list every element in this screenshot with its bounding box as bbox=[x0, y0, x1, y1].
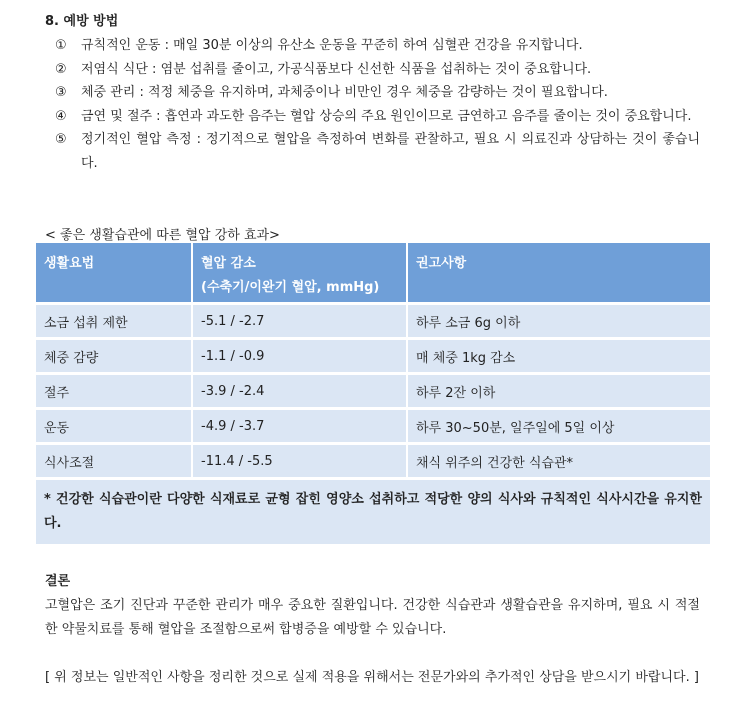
list-item bbox=[55, 34, 700, 58]
cell-therapy: 운동 bbox=[36, 410, 193, 445]
cell-therapy: 소금 섭취 제한 bbox=[36, 305, 193, 340]
header-reduction-line1: 혈압 감소 bbox=[201, 256, 256, 271]
prevention-list bbox=[55, 34, 700, 175]
table-header-row bbox=[36, 243, 710, 305]
table-caption: < 좋은 생활습관에 따른 혈압 강하 효과> bbox=[45, 228, 280, 243]
cell-reduction: -4.9 / -3.7 bbox=[193, 410, 408, 445]
table-row bbox=[36, 340, 710, 375]
cell-recommendation: 하루 2잔 이하 bbox=[408, 375, 710, 410]
table-row bbox=[36, 445, 710, 480]
cell-reduction: -5.1 / -2.7 bbox=[193, 305, 408, 340]
cell-recommendation: 채식 위주의 건강한 식습관* bbox=[408, 445, 710, 480]
cell-recommendation: 하루 소금 6g 이하 bbox=[408, 305, 710, 340]
item-number: ② bbox=[55, 61, 67, 77]
item-number: ⑤ bbox=[55, 132, 67, 147]
cell-recommendation: 하루 30~50분, 일주일에 5일 이상 bbox=[408, 410, 710, 445]
conclusion-title: 결론 bbox=[45, 574, 71, 589]
table-footnote-row bbox=[36, 480, 710, 544]
table-row bbox=[36, 305, 710, 340]
cell-reduction: -11.4 / -5.5 bbox=[193, 445, 408, 480]
header-recommendation: 권고사항 bbox=[408, 243, 710, 305]
item-number: ④ bbox=[55, 108, 67, 124]
item-text: 규칙적인 운동 : 매일 30분 이상의 유산소 운동을 꾸준히 하여 심혈관 건강을 유지합니다. bbox=[81, 38, 583, 53]
bp-effects-table bbox=[36, 243, 710, 544]
section-title: 8. 예방 방법 bbox=[45, 14, 119, 29]
item-text: 체중 관리 : 적정 체중을 유지하며, 과체중이나 비만인 경우 체중을 감량하는 것이 필요합니다. bbox=[81, 85, 608, 100]
table-row bbox=[36, 410, 710, 445]
cell-recommendation: 매 체중 1kg 감소 bbox=[408, 340, 710, 375]
header-reduction bbox=[193, 243, 408, 305]
list-item bbox=[55, 128, 700, 175]
cell-therapy: 절주 bbox=[36, 375, 193, 410]
header-reduction-line2: (수축기/이완기 혈압, mmHg) bbox=[201, 280, 380, 295]
list-item bbox=[55, 105, 700, 129]
cell-therapy: 체중 감량 bbox=[36, 340, 193, 375]
disclaimer-text: [ 위 정보는 일반적인 사항을 정리한 것으로 실제 적용을 위해서는 전문가와의 추가적인 상담을 받으시기 바랍니다. ] bbox=[45, 670, 699, 685]
item-number: ③ bbox=[55, 85, 67, 100]
item-text: 금연 및 절주 : 흡연과 과도한 음주는 혈압 상승의 주요 원인이므로 금연하고 음주를 줄이는 것이 중요합니다. bbox=[81, 108, 692, 124]
header-therapy: 생활요법 bbox=[36, 243, 193, 305]
cell-therapy: 식사조절 bbox=[36, 445, 193, 480]
table-footnote: * 건강한 식습관이란 다양한 식재료로 균형 잡힌 영양소 섭취하고 적당한 양의 식사와 규칙적인 식사시간을 유지한다. bbox=[36, 480, 710, 544]
list-item bbox=[55, 81, 700, 105]
item-text: 저염식 식단 : 염분 섭취를 줄이고, 가공식품보다 신선한 식품을 섭취하는 것이 중요합니다. bbox=[81, 61, 592, 77]
item-text: 정기적인 혈압 측정 : 정기적으로 혈압을 측정하여 변화를 관찰하고, 필요 시 의료진과 상담하는 것이 좋습니다. bbox=[81, 132, 700, 171]
cell-reduction: -3.9 / -2.4 bbox=[193, 375, 408, 410]
conclusion-body: 고혈압은 조기 진단과 꾸준한 관리가 매우 중요한 질환입니다. 건강한 식습관과 생활습관을 유지하며, 필요 시 적절한 약물치료를 통해 혈압을 조절함으로써 합병증을 예방할 수 있습니다. bbox=[45, 598, 700, 637]
list-item bbox=[55, 58, 700, 82]
table-row bbox=[36, 375, 710, 410]
cell-reduction: -1.1 / -0.9 bbox=[193, 340, 408, 375]
item-number: ① bbox=[55, 38, 67, 53]
